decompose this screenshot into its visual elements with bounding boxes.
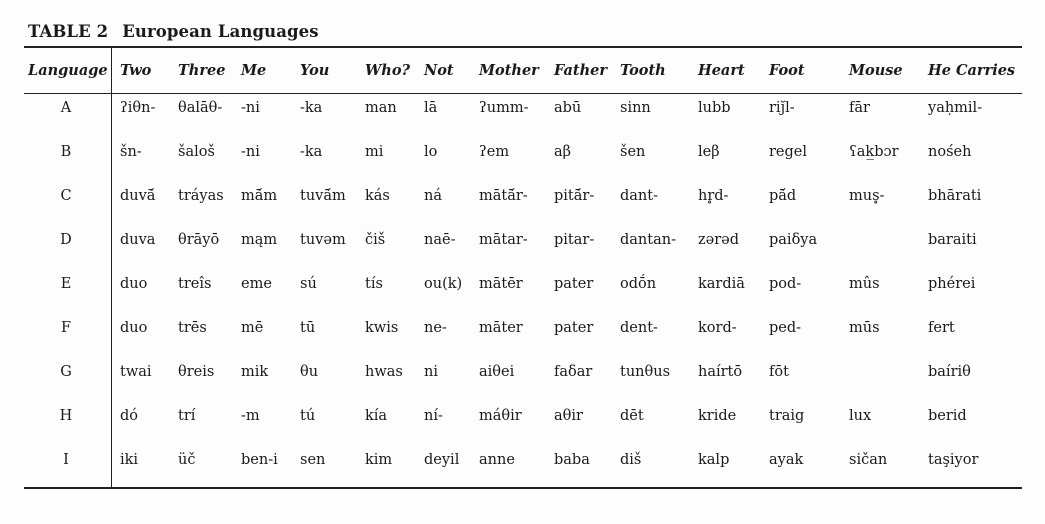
table-cell: pod- [769,276,802,292]
table-cell: paiδya [769,232,818,248]
column-header: Tooth [620,62,666,79]
table-cell: kim [365,452,393,468]
table-cell: mātā́r- [479,188,528,204]
table-cell: naē- [424,232,456,248]
table-cell: kardiā [698,276,745,292]
table-cell: -ka [300,144,323,160]
table-cell: sičan [849,452,888,468]
table-cell: rij̆l- [769,100,795,116]
table-cell: ná [424,188,442,204]
table-cell: mūs [849,320,880,336]
table-cell: ayak [769,452,804,468]
table-cell: ní- [424,408,443,424]
top-rule [24,46,1022,48]
table-cell: aiθei [479,364,515,380]
column-header: Father [554,62,608,79]
table-cell: phérei [928,276,976,292]
table-cell: ne- [424,320,447,336]
column-header: Who? [365,62,410,79]
table-cell: šn- [120,144,142,160]
table-cell: sen [300,452,326,468]
table-cell: pitar- [554,232,595,248]
language-label: H [59,408,73,424]
table-cell: bhārati [928,188,982,204]
table-cell: duo [120,320,148,336]
table-cell: faδar [554,364,593,380]
table-cell: tís [365,276,383,292]
table-cell: diš [620,452,642,468]
table-cell: taşiyor [928,452,979,468]
language-label: F [60,320,72,336]
table-cell: duo [120,276,148,292]
language-label: C [60,188,72,204]
table-cell: mi [365,144,384,160]
table-cell: baba [554,452,590,468]
table-cell: tuvəm [300,232,346,248]
column-header: Mouse [849,62,903,79]
table-caption [28,22,319,41]
table-cell: pater [554,276,594,292]
table-cell: čiš [365,232,386,248]
column-header: Heart [698,62,745,79]
table-cell: trí [178,408,196,424]
language-label: G [60,364,72,380]
table-cell: sú [300,276,317,292]
table-cell: ʔiθn- [120,100,156,116]
table-cell: kride [698,408,737,424]
table-cell: kalp [698,452,730,468]
table-cell: šaloš [178,144,215,160]
table-cell: -m [241,408,260,424]
language-column-divider [111,48,112,487]
table-cell: mē [241,320,264,336]
header-rule [24,93,1022,94]
table-cell: mā́m [241,188,278,204]
table-cell: ʔem [479,144,510,160]
table-cell: pater [554,320,594,336]
table-cell: hr̥d- [698,188,729,204]
table-cell: aθir [554,408,583,424]
table-cell: pitā́r- [554,188,595,204]
table-cell: hwas [365,364,403,380]
table-cell: ped- [769,320,802,336]
table-cell: θalāθ- [178,100,223,116]
table-cell: deyil [424,452,460,468]
table-cell: lā [424,100,438,116]
table-cell: mātar- [479,232,528,248]
table-cell: yaḥmil- [928,100,983,116]
table-cell: māter [479,320,523,336]
table-cell: θreis [178,364,215,380]
table-cell: regel [769,144,808,160]
table-cell: máθir [479,408,522,424]
table-cell: nośeh [928,144,972,160]
column-header: Me [241,62,267,79]
table-cell: traig [769,408,805,424]
column-header: Two [120,62,152,79]
column-header: Mother [479,62,539,79]
table-cell: kord- [698,320,737,336]
language-label: A [60,100,72,116]
table-cell: lo [424,144,438,160]
table-cell: baraiti [928,232,977,248]
table-cell: tráyas [178,188,224,204]
table-cell: man [365,100,397,116]
table-cell: anne [479,452,515,468]
table-cell: mik [241,364,269,380]
table-cell: kwis [365,320,399,336]
table-cell: pā́d [769,188,797,204]
table-cell: dēt [620,408,644,424]
table-cell: θu [300,364,319,380]
table-cell: ou(k) [424,276,463,292]
table-cell: berid [928,408,967,424]
table-cell: abū [554,100,582,116]
table-title: European Languages [122,22,319,41]
table-cell: dó [120,408,139,424]
table-cell: lubb [698,100,731,116]
column-header: Language [28,62,108,79]
table-cell: mąm [241,232,278,248]
table-cell: sinn [620,100,651,116]
table-cell: tū [300,320,316,336]
table-cell: treîs [178,276,212,292]
table-cell: duva [120,232,156,248]
table-cell: ʔumm- [479,100,529,116]
table-cell: tuvā́m [300,188,346,204]
table-cell: θrāyō [178,232,220,248]
table-cell: eme [241,276,272,292]
language-label: I [63,452,69,468]
table-cell: zərəd [698,232,740,248]
table-cell: iki [120,452,139,468]
table-cell: duvā́ [120,188,156,204]
table-cell: mûs [849,276,880,292]
table-number: TABLE 2 [28,22,109,41]
table-cell: trēs [178,320,207,336]
language-label: D [60,232,72,248]
language-label: E [60,276,72,292]
table-cell: ben-i [241,452,278,468]
table-cell: ni [424,364,438,380]
column-header: He Carries [928,62,1016,79]
table-cell: -ka [300,100,323,116]
table-cell: -ni [241,100,260,116]
table-cell: lux [849,408,872,424]
table-cell: fār [849,100,870,116]
table-cell: fōt [769,364,789,380]
column-header: Foot [769,62,805,79]
table-cell: tunθus [620,364,671,380]
table-cell: dant- [620,188,658,204]
column-header: Three [178,62,226,79]
table-cell: twai [120,364,152,380]
table-cell: üč [178,452,196,468]
table-cell: kás [365,188,390,204]
language-label: B [60,144,72,160]
table-cell: ʕak̲bɔr [849,144,899,160]
table-cell: haírtō [698,364,743,380]
table-cell: šen [620,144,646,160]
table-cell: baíriθ [928,364,971,380]
table-cell: mātēr [479,276,523,292]
table-cell: fert [928,320,955,336]
table-cell: kía [365,408,388,424]
table-cell: odṓn [620,276,657,292]
table-cell: aβ [554,144,572,160]
table-cell: tú [300,408,316,424]
table-cell: -ni [241,144,260,160]
table-cell: leβ [698,144,720,160]
column-header: You [300,62,330,79]
table-cell: dent- [620,320,658,336]
table-cell: dantan- [620,232,676,248]
bottom-rule [24,487,1022,489]
table-cell: mus̥- [849,188,885,204]
column-header: Not [424,62,454,79]
